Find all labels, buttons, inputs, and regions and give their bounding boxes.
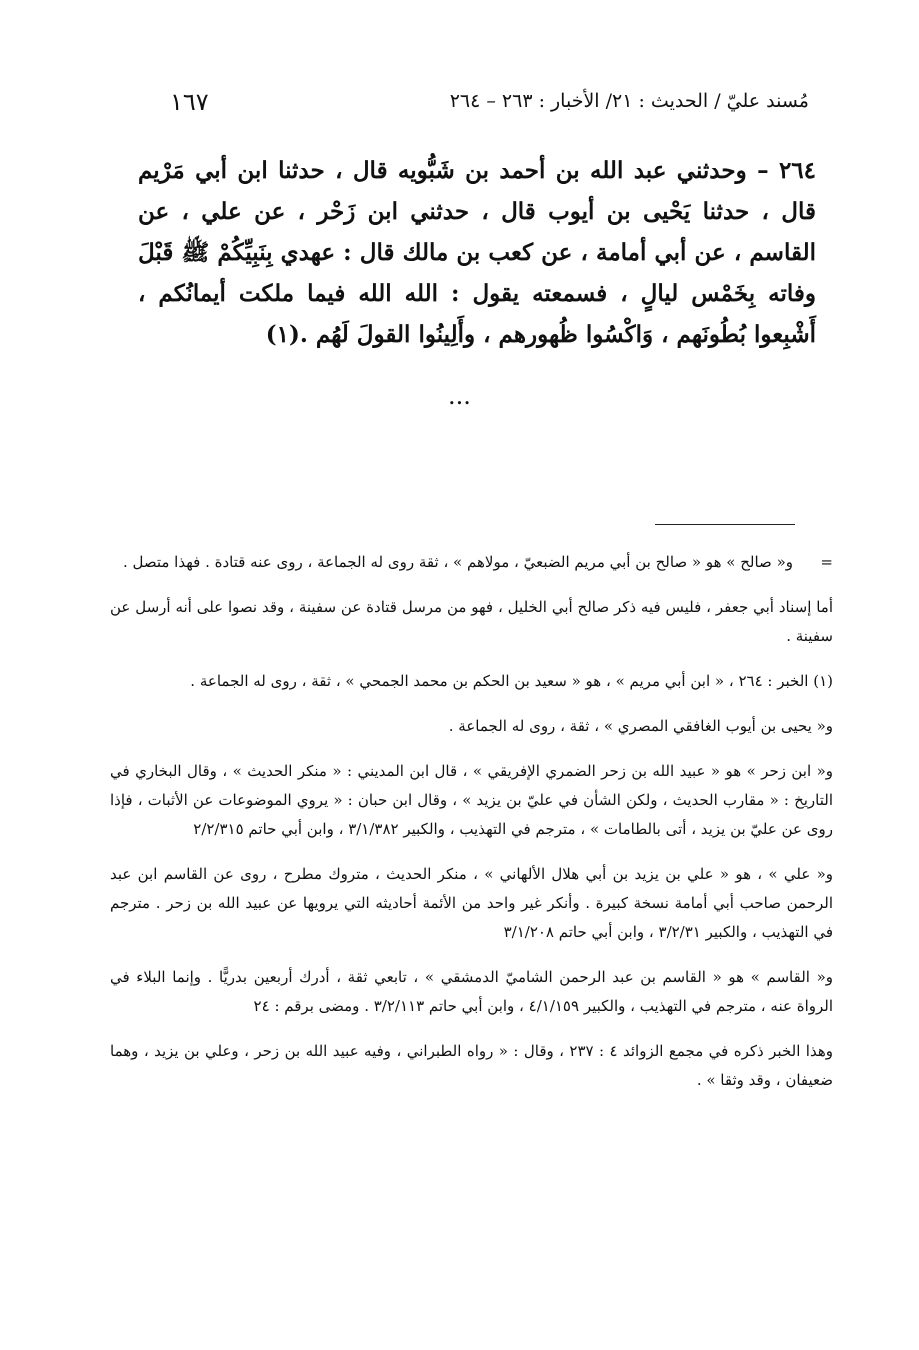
section-ellipsis: ... [448, 382, 471, 410]
footnote-paragraph [110, 548, 833, 577]
footnote-paragraph: و« يحيى بن أيوب الغافقي المصري » ، ثقة ، روى له الجماعة . [448, 717, 833, 735]
footnote-paragraph: و« ابن زحر » هو « عبيد الله بن زحر الضمري الإفريقي » ، قال ابن المديني : « منكر الحديث » ، وقال البخاري في التاريخ : « مقارب الحديث ، ولكن الشأن في عليّ بن يزيد » ، وقال ابن حبان : « يروي الموضوعات عن الأثبات ، فإذا روى عن عليّ بن يزيد ، أتى بالطامات » ، مترجم في التهذيب ، والكبير ٣/١/٣٨٢ ، وابن أبي حاتم ٢/٢/٣١٥ [110, 762, 833, 838]
running-header [150, 88, 809, 120]
continuation-mark: = [820, 553, 833, 571]
footnote-text: و« صالح » هو « صالح بن أبي مريم الضبعيّ ، مولاهم » ، ثقة روى له الجماعة ، روى عنه قتادة . فهذا متصل . [122, 553, 793, 571]
footnotes [110, 548, 833, 1111]
footnote-separator [655, 524, 795, 525]
page-number: ١٦٧ [170, 88, 209, 116]
footnote-paragraph: وهذا الخبر ذكره في مجمع الزوائد ٤ : ٢٣٧ ، وقال : « رواه الطبراني ، وفيه عبيد الله بن زحر ، وعلي بن يزيد ، وهما ضعيفان ، وقد وثقا » . [110, 1042, 833, 1089]
footnote-paragraph: و« القاسم » هو « القاسم بن عبد الرحمن الشاميّ الدمشقي » ، تابعي ثقة ، أدرك أربعين بدريًّا . وإنما البلاء في الرواة عنه ، مترجم في التهذيب ، والكبير ٤/١/١٥٩ ، وابن أبي حاتم ٣/٢/١١٣ . ومضى برقم : ٢٤ [110, 968, 833, 1015]
running-title: مُسند عليّ / الحديث : ٢١/ الأخبار : ٢٦٣ – ٢٦٤ [449, 90, 809, 112]
hadith-text: ٢٦٤ – وحدثني عبد الله بن أحمد بن شَبُّويه قال ، حدثنا ابن أبي مَرْيم قال ، حدثنا يَحْيى بن أيوب قال ، حدثني ابن زَحْر ، عن علي ، عن القاسم ، عن أبي أمامة ، عن كعب بن مالك قال : عهدي بِنَبِيِّكُمْ ﷺ قَبْلَ وفاته بِخَمْس ليالٍ ، فسمعته يقول : الله الله فيما ملكت أيمانُكم ، أَشْبِعوا بُطُونَهم ، وَاكْسُوا ظُهورهم ، وأَلِينُوا القولَ لَهُم .(١) [138, 157, 816, 348]
footnote-paragraph: أما إسناد أبي جعفر ، فليس فيه ذكر صالح أبي الخليل ، فهو من مرسل قتادة عن سفينة ، وقد نصوا على أنه أرسل عن سفينة . [110, 598, 833, 645]
footnote-paragraph: و« علي » ، هو « علي بن يزيد بن أبي هلال الألهاني » ، منكر الحديث ، متروك مطرح ، روى عن القاسم ابن عبد الرحمن صاحب أبي أمامة نسخة كبيرة . وأنكر غير واحد من الأئمة أحاديثه التي يرويها عن عبيد الله بن زحر . مترجم في التهذيب ، والكبير ٣/٢/٣١ ، وابن أبي حاتم ٣/١/٢٠٨ [110, 865, 833, 941]
footnote-paragraph: (١) الخبر : ٢٦٤ ، « ابن أبي مريم » ، هو « سعيد بن الحكم بن محمد الجمحي » ، ثقة ، روى له الجماعة . [190, 672, 833, 690]
